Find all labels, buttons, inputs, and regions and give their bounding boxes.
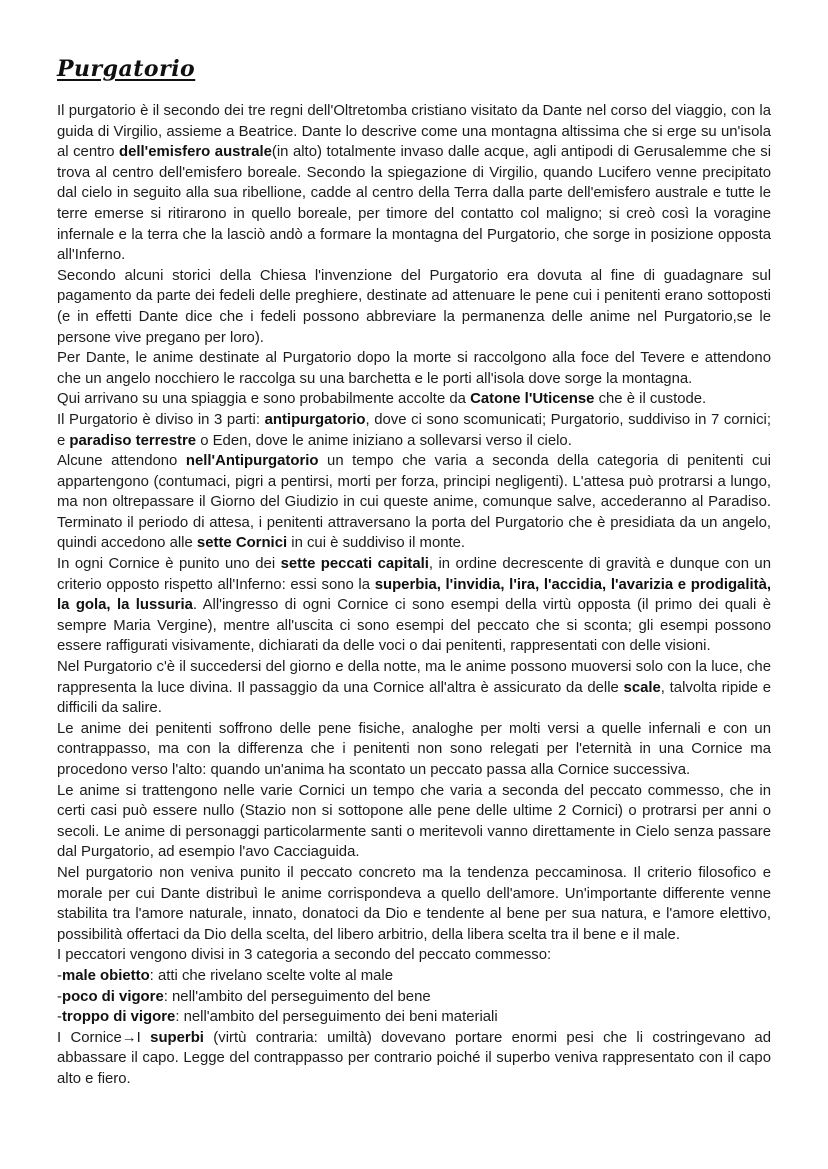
- paragraph: [57, 1007, 771, 1028]
- title-row: [57, 56, 771, 83]
- paragraph: [57, 389, 771, 410]
- text-run: Nel purgatorio non veniva punito il peccato concreto ma la tendenza peccaminosa. Il criterio filosofico e morale per cui Dante distribuì le anime corrispondeva a quello dell'amore. Un'importante differente venne stabilita tra l'amore naturale, innato, donatoci da Dio e tendente al bene per sua natura, e l'amore elettivo, possibilità offertaci da Dio della scelta, del libero arbitrio, della libera scelta tra il bene e il male.: [57, 864, 771, 943]
- paragraph: [57, 719, 771, 781]
- text-run: Il Purgatorio è diviso in 3 parti:: [57, 411, 265, 428]
- bold-text-run: sette Cornici: [196, 535, 288, 552]
- text-run: Per Dante, le anime destinate al Purgatorio dopo la morte si raccolgono alla foce del Tevere e attendono che un angelo nocchiero le raccolga su una barchetta e le porti all'isola dove sorge la montagna.: [57, 350, 771, 387]
- bold-text-run: troppo di vigore: [61, 1009, 176, 1026]
- text-run: I peccatori vengono divisi in 3 categoria a secondo del peccato commesso:: [57, 947, 552, 964]
- bold-text-run: male obietto: [61, 967, 150, 984]
- text-run: Nel Purgatorio c'è il succedersi del giorno e della notte, ma le anime possono muoversi solo con la luce, che rappresenta la luce divina. Il passaggio da una Cornice all'altra è assicurato da delle: [57, 659, 771, 696]
- text-run: Il purgatorio è il secondo dei tre regni dell'Oltretomba cristiano visitato da Dante nel corso del viaggio, con la guida di Virgilio, assieme a Beatrice. Dante lo descrive come una montagna altissima che si erge su un'isola al centro: [57, 103, 771, 161]
- paragraph: [57, 966, 771, 987]
- text-run: , dove ci sono scomunicati; Purgatorio, suddiviso in 7 cornici; e: [57, 411, 771, 449]
- paragraph: [57, 863, 771, 945]
- text-run: : atti che rivelano scelte volte al male: [149, 967, 394, 984]
- text-run: : nell'ambito del perseguimento del bene: [163, 988, 431, 1005]
- paragraph: [57, 987, 771, 1008]
- text-run: In ogni Cornice è punito uno dei: [57, 556, 281, 573]
- bold-text-run: superbi: [150, 1029, 204, 1046]
- text-run: in cui è suddiviso il monte.: [287, 535, 466, 552]
- text-run: (virtù contraria: umiltà) dovevano portare enormi pesi che li costringevano ad abbassare il capo. Legge del contrappasso per contrario poiché il superbo veniva rappresentato con il capo alto e fiero.: [57, 1029, 771, 1087]
- bold-text-run: nell'Antipurgatorio: [185, 453, 319, 470]
- text-run: . All'ingresso di ogni Cornice ci sono esempi della virtù opposta (il primo dei quali è sempre Maria Vergine), mentre all'uscita ci sono esempi del peccato che si sconta; gli esempi possono essere raffigurati visivamente, dichiarati da delle voci o dai penitenti, rappresentati con delle visioni.: [57, 597, 771, 655]
- bold-text-run: scale: [623, 679, 661, 696]
- text-run: , talvolta ripide e difficili da salire.: [57, 679, 771, 717]
- paragraph: [57, 101, 771, 266]
- text-run: Le anime dei penitenti soffrono delle pene fisiche, analoghe per molti versi a quelle infernali e con un contrappasso, ma con la differenza che i penitenti non sono relegati per l'eternità in una Cornice ma procedono verso l'alto: quando un'anima ha scontato un peccato passa alla Cornice successiva.: [57, 720, 771, 778]
- paragraph: [57, 451, 771, 554]
- paragraph: [57, 945, 771, 966]
- paragraph: [57, 657, 771, 719]
- document-body: [57, 101, 771, 1090]
- text-run: -: [57, 967, 62, 984]
- text-run: : nell'ambito del perseguimento dei beni materiali: [175, 1009, 498, 1026]
- document-title: Purgatorio: [57, 56, 196, 82]
- text-run: -: [57, 1009, 62, 1026]
- bold-text-run: antipurgatorio: [264, 411, 366, 428]
- paragraph: [57, 554, 771, 657]
- bold-text-run: sette peccati capitali: [280, 556, 429, 573]
- bold-text-run: Catone l'Uticense: [470, 391, 595, 408]
- text-run: che è il custode.: [594, 391, 707, 408]
- text-run: Alcune attendono: [57, 453, 186, 470]
- text-run: o Eden, dove le anime iniziano a sollevarsi verso il cielo.: [196, 432, 572, 449]
- paragraph: [57, 1028, 771, 1090]
- paragraph: [57, 348, 771, 389]
- text-run: Secondo alcuni storici della Chiesa l'invenzione del Purgatorio era dovuta al fine di guadagnare sul pagamento da parte dei fedeli delle preghiere, destinate ad attenuare le pene cui i penitenti erano sottoposti (e in effetti Dante dice che i fedeli possono abbreviare la permanenza delle anime nel Purgatorio,se le persone vive pregano per loro).: [57, 267, 771, 346]
- paragraph: [57, 410, 771, 451]
- bold-text-run: poco di vigore: [61, 988, 164, 1005]
- text-run: un tempo che varia a seconda della categoria di penitenti cui appartengono (contumaci, pigri a pentirsi, morti per forza, principi negligenti). L'attesa può protrarsi a lungo, ma non oltrepassare il Giorno del Giudizio in cui queste anime, comunque salve, accederanno al Paradiso. Terminato il periodo di attesa, i penitenti attraversano la porta del Purgatorio che è presidiata da un angelo, quindi accedono alle: [57, 453, 771, 552]
- text-run: (in alto) totalmente invaso dalle acque, agli antipodi di Gerusalemme che si trova al centro dell'emisfero boreale. Secondo la spiegazione di Virgilio, quando Lucifero venne precipitato dal cielo in seguito alla sua ribellione, cadde al centro della Terra dalla parte dell'emisfero australe e tutte le terre emerse si ritirarono in quello boreale, per timore del contatto col maligno; si creò così la voragine infernale e la terra che la lasciò andò a formare la montagna del Purgatorio, che sorge in posizione opposta all'Inferno.: [57, 144, 772, 264]
- text-run: Le anime si trattengono nelle varie Cornici un tempo che varia a seconda del peccato commesso, che in certi casi può essere nullo (Stazio non si sottopone alle pene delle ultime 2 Cornici) o protrarsi per anni o secoli. Le anime di personaggi particolarmente santi o meritevoli vanno direttamente in Cielo senza passare dal Purgatorio, ad esempio l'avo Cacciaguida.: [57, 782, 771, 861]
- bold-text-run: superbia, l'invidia, l'ira, l'accidia, l'avarizia e prodigalità, la gola, la lussuria: [57, 576, 771, 614]
- bold-text-run: dell'emisfero australe: [119, 144, 272, 161]
- bold-text-run: paradiso terrestre: [69, 432, 197, 449]
- paragraph: [57, 781, 771, 863]
- text-run: Qui arrivano su una spiaggia e sono probabilmente accolte da: [57, 391, 471, 408]
- text-run: , in ordine decrescente di gravità e dunque con un criterio opposto rispetto all'Inferno: essi sono la: [57, 556, 771, 593]
- paragraph: [57, 266, 771, 348]
- text-run: -: [57, 988, 62, 1005]
- text-run: I Cornice→I: [57, 1029, 151, 1046]
